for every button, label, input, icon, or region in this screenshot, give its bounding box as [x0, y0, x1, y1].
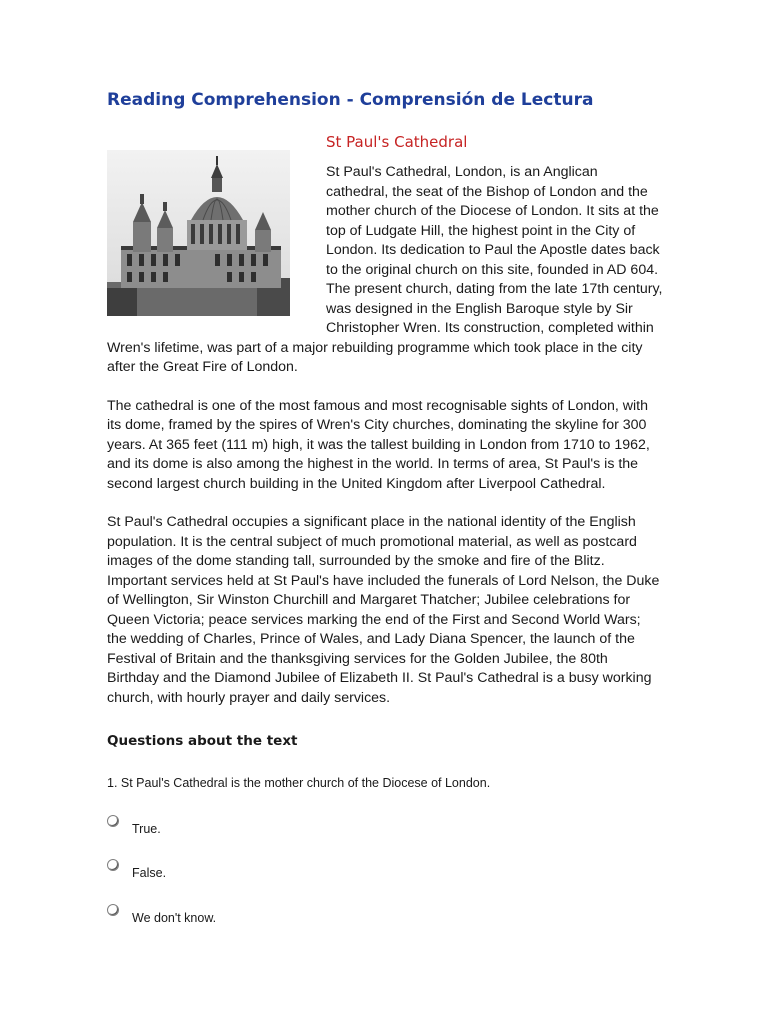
- radio-button[interactable]: [107, 904, 119, 916]
- article-paragraph: St Paul's Cathedral, London, is an Anglican cathedral, the seat of the Bishop of London and the mother church of the Diocese of London. It sits at the top of Ludgate Hill, the highest point in the City of London. Its dedication to Paul the Apostle dates back to the original church on this site, founded in AD 604. The present church, dating from the late 17th century, was designed in the English Baroque style by Sir Christopher Wren. Its construction, completed within Wren's lifetime, was part of a major rebuilding programme which took place in the city after the Great Fire of London.: [107, 164, 663, 375]
- article: [107, 128, 663, 727]
- option-label: We don't know.: [132, 911, 217, 925]
- article-paragraph: The cathedral is one of the most famous and most recognisable sights of London, with its dome, framed by the spires of Wren's City churches, dominating the skyline for 300 years. At 365 feet (111 m) high, it was the tallest building in London from 1710 to 1962, and its dome is also among the highest in the world. In terms of area, St Paul's is the second largest church building in the United Kingdom after Liverpool Cathedral.: [107, 397, 650, 492]
- article-title: St Paul's Cathedral: [326, 133, 468, 151]
- questions-heading: Questions about the text: [107, 733, 298, 749]
- cathedral-photo: [107, 150, 290, 316]
- radio-button[interactable]: [107, 815, 119, 827]
- article-paragraph: St Paul's Cathedral occupies a significant place in the national identity of the English population. It is the central subject of much promotional material, as well as postcard images of the dome standing tall, surrounded by the smoke and fire of the Blitz. Important services held at St Paul's have included the funerals of Lord Nelson, the Duke of Wellington, Sir Winston Churchill and Margaret Thatcher; Jubilee celebrations for Queen Victoria; peace services marking the end of the First and Second World Wars; the wedding of Charles, Prince of Wales, and Lady Diana Spencer, the launch of the Festival of Britain and the thanksgiving services for the Golden Jubilee, the 80th Birthday and the Diamond Jubilee of Elizabeth II. St Paul's Cathedral is a busy working church, with hourly prayer and daily services.: [107, 514, 660, 706]
- radio-button[interactable]: [107, 859, 119, 871]
- option-label: False.: [132, 866, 167, 880]
- question-1-text: 1. St Paul's Cathedral is the mother church of the Diocese of London.: [107, 776, 491, 790]
- option-label: True.: [132, 822, 161, 836]
- page-title: Reading Comprehension - Comprensión de Lectura: [107, 90, 594, 110]
